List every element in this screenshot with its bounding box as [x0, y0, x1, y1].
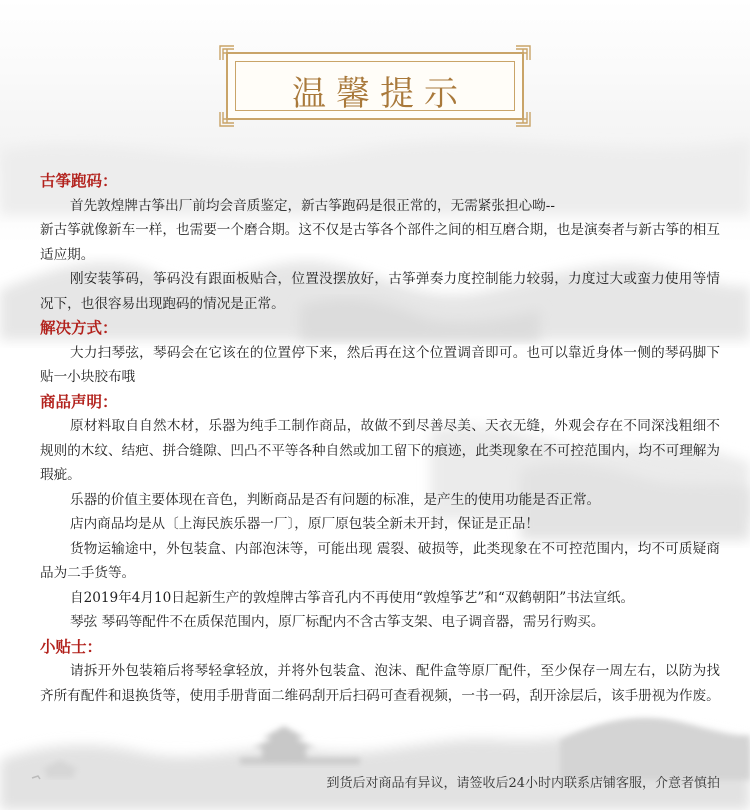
section-heading-solution: 解决方式：: [40, 318, 118, 337]
corner-ornament-icon: [219, 111, 235, 127]
corner-ornament-icon: [515, 111, 531, 127]
solution-paragraph-1: 大力扫琴弦，琴码会在它该在的位置停下来，然后再在这个位置调音即可。也可以靠近身体一侧的琴码脚下贴一小块胶布哦: [40, 344, 720, 385]
run-code-paragraph-2: 新古筝就像新车一样，也需要一个磨合期。这不仅是古筝各个部件之间的相互磨合期，也是演奏者与新古筝的相互适应期。: [40, 222, 720, 263]
corner-ornament-icon: [219, 45, 235, 61]
section-heading-statement: 商品声明：: [40, 391, 118, 411]
section-heading-run-code: 古筝跑码：: [40, 171, 118, 190]
run-code-paragraph-3: 刚安装筝码，筝码没有跟面板贴合，位置没摆放好，古筝弹奏力度控制能力较弱，力度过大或蛮力使用等情况下，也很容易出现跑码的情况是正常。: [40, 271, 720, 312]
footer-note: 到货后对商品有异议，请签收后24小时内联系店铺客服，介意者慎拍: [326, 776, 720, 791]
tips-paragraph-1: 请拆开外包装箱后将琴轻拿轻放，并将外包装盒、泡沫、配件盒等原厂配件，至少保存一周左右，以防为找齐所有配件和退换货等，使用手册背面二维码刮开后扫码可查看视频，一书一码，刮开涂层后，该手册视为作废。: [40, 663, 720, 704]
section-heading-tips: 小贴士：: [40, 636, 103, 656]
run-code-paragraph-1: 首先敦煌牌古筝出厂前均会音质鉴定，新古筝跑码是很正常的，无需紧张担心呦--: [70, 197, 555, 214]
statement-paragraph-3: 店内商品均是从〔上海民族乐器一厂〕，原厂原包装全新未开封，保证是正品！: [70, 516, 539, 532]
title-plaque: [226, 52, 524, 120]
statement-paragraph-4: 货物运输途中，外包装盒、内部泡沫等，可能出现 震裂、破损等，此类现象在不可控范围内，均不可质疑商品为二手货等。: [40, 540, 720, 581]
corner-ornament-icon: [515, 45, 531, 61]
statement-paragraph-2: 乐器的价值主要体现在音色，判断商品是否有问题的标准，是产生的使用功能是否正常。: [70, 491, 601, 508]
statement-paragraph-5: 自2019年4月10日起新生产的敦煌牌古筝音孔内不再使用“敦煌筝艺”和“双鹤朝阳”书法宣纸。: [70, 589, 635, 606]
statement-paragraph-6: 琴弦 琴码等配件不在质保范围内，原厂标配内不含古筝支架、电子调音器，需另行购买。: [70, 614, 605, 630]
statement-paragraph-1: 原材料取自自然木材，乐器为纯手工制作商品，故做不到尽善尽美、天衣无缝，外观会存在不同深浅粗细不规则的木纹、结疤、拼合缝隙、凹凸不平等各种自然或加工留下的痕迹，此类现象在不可控范围内，均不可理解为瑕疵。: [40, 418, 720, 483]
page-title: 温馨提示: [292, 74, 468, 114]
notice-content: [40, 169, 720, 708]
